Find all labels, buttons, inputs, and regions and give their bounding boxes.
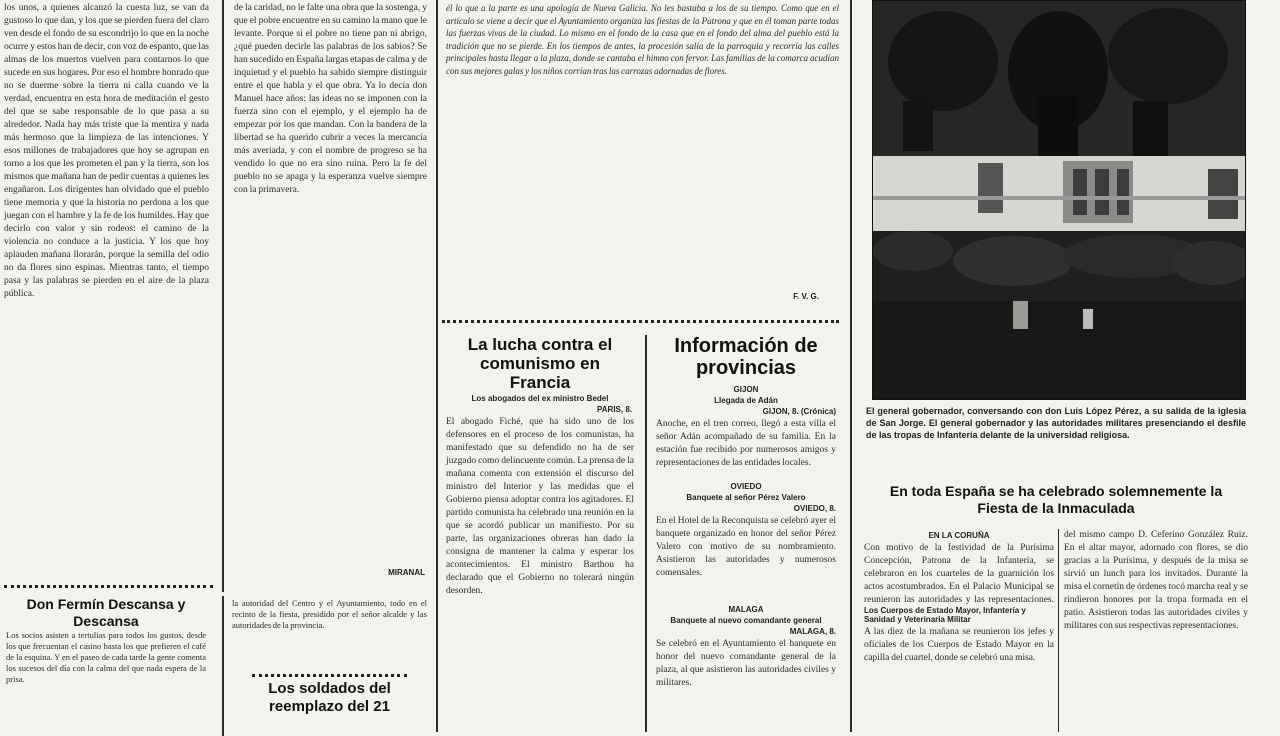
divider — [252, 674, 407, 677]
article-body: Con motivo de la festividad de la Purísima Concepción, Patrona de la Infantería, se celebraron en los cuarteles de la guarnición los actos acostumbrados. En el Palacio Municipal se reunieron las autoridades y las representaciones. — [864, 543, 1054, 604]
article-title: Los soldados del reemplazo del 21 — [268, 680, 391, 715]
dateline: OVIEDO, 8. — [793, 504, 836, 513]
section-subtitle: Banquete al señor Pérez Valero — [686, 493, 806, 502]
column-1 — [0, 0, 215, 732]
article-right-col — [1064, 529, 1248, 729]
article-body: los unos, a quienes alcanzó la cuesta luz, se van da gustoso lo que dan, y los que se pierden fuera del claro ven desde el fondo de su escondrijo lo que en la noche ocurre y estos han de decir, con voz de espanto, que las almas de los muertos vuelven para contarnos lo que sucede en sus hogares. Por eso el hombre honrado que no se duerme sobre la tierra ni calla cuando ve la verdad, encuentra en esta hora de meditación el gesto del que se sabe responsable de lo que pasa a su alrededor. Nada hay más triste que la mentira y nada más hermoso que la limpieza de las intenciones. Y esos millones de trabajadores que hoy se agrupan en torno a los que les prometen el pan y la tierra, son los mismos que mañana han de pedir cuentas a quienes les engañaron. Los dirigentes han olvidado que el pueblo tiene memoria y que la historia no perdona a los que juegan con el hambre y la fe de los humildes. Hay que decirlo con valor y sin rodeos: el camino de la violencia no conduce a la justicia. Y los que hoy aplauden mañana llorarán, porque la semilla del odio no da flores sino espinas. Mientras tanto, el tiempo pasa y las palabras se pierden en el aire de la plaza pública. — [4, 3, 209, 299]
place-heading: EN LA CORUÑA — [928, 531, 990, 540]
article-title: En toda España se ha celebrado solemnemente la Fiesta de la Inmaculada — [889, 483, 1223, 516]
section-body: Se celebró en el Ayuntamiento el banquete en honor del nuevo comandante general de la plaza, al que asistieron las autoridades civiles y militares. — [656, 639, 836, 688]
article-title: La lucha contra el comunismo en Francia — [467, 335, 613, 392]
dateline: GIJON, 8. (Crónica) — [762, 407, 836, 416]
signature: MIRANAL — [388, 568, 425, 577]
section-title: Información de provincias — [674, 335, 818, 379]
article-inmaculada — [860, 483, 1252, 732]
article-lucha-comunismo — [440, 335, 640, 732]
place-heading: MALAGA — [728, 605, 764, 614]
column-rule — [850, 0, 852, 732]
photo-caption: El general gobernador, conversando con don Luis López Pérez, a su salida de la iglesia de San Jorge. El general gobernador y las autoridades militares presenciando el desfile de las tropas de Infantería delante de la universidad religiosa. — [866, 406, 1246, 440]
article-subtitle: Los abogados del ex ministro Bedel — [471, 394, 609, 403]
divider — [442, 320, 839, 323]
article-body: de la caridad, no le falte una obra que la sostenga, y que el pobre encuentre en su camino la mano que le levante. Porque si el pobre no tiene pan ni abrigo, ¿qué pueden decirle las palabras de los sabios? Se han sucedido en España largas etapas de calma y de inquietud y el pueblo ha sabido siempre distinguir entre el que habla y el que obra. Ya lo decía don Manuel hace años: las ideas no se imponen con la fuerza sino con el ejemplo, y el ejemplo ha de empezar por los que mandan. Con la bandera de la libertad se ha querido cubrir a veces la mercancía más averiada, y con el nombre de progreso se ha vendido lo que no era sino ruina. Pero la fe del pueblo no se apaga y la esperanza vuelve siempre con la primavera. — [234, 3, 427, 195]
column-rule — [222, 0, 224, 592]
section-subtitle: Llegada de Adán — [714, 396, 778, 405]
dateline: MALAGA, 8. — [789, 627, 836, 636]
place-heading: GIJON — [733, 385, 759, 394]
column-rule — [222, 596, 224, 736]
section-body: Anoche, en el tren correo, llegó a esta villa el señor Adán acompañado de su familia. En la estación fue recibido por numerosos amigos y representaciones de las entidades locales. — [656, 419, 836, 468]
column-4 — [650, 335, 842, 732]
article-body: él lo que a la parte es una apología de Nueva Galicia. No les bastaba a los de su tiempo. Como que en el artículo se viene a decir que el Ayuntamiento organiza las fiestas de la Patrona y que en él toman parte todas las fuerzas vivas de la ciudad. Lo mismo en el fondo de la casa que en el fondo del alma del pueblo está la tradición que no se pierde. En los tiempos de antes, la procesión salía de la parroquia y recorría las calles principales hasta llegar a la plaza, donde se cantaba el himno con fervor. Las familias de la comarca acudían con sus mejores galas y los niños corrían tras las carrozas adornadas de flores. — [446, 3, 839, 76]
section-body: En el Hotel de la Reconquista se celebró ayer el banquete organizado en honor del señor Pérez Valero con motivo de su nombramiento. Asistieron las autoridades y numerosos comensales. — [656, 516, 836, 578]
article-body: A las diez de la mañana se reunieron los jefes y oficiales de los Cuerpos de Estado Mayor en la capilla del cuartel, donde se celebró una misa. — [864, 627, 1054, 663]
place-heading: OVIEDO — [730, 482, 762, 491]
article-soldados — [232, 598, 427, 715]
divider — [4, 585, 213, 588]
article-don-fermin — [6, 596, 206, 730]
column-rule — [436, 0, 438, 732]
news-photo — [872, 0, 1246, 400]
photo-image — [873, 1, 1245, 399]
dateline: PARIS, 8. — [597, 405, 632, 414]
signature: F. V. G. — [793, 292, 819, 301]
column-2 — [228, 0, 433, 732]
article-body: Los socios asisten a tertulias para todos los gustos, desde los que frecuentan el casino hasta los que prefieren el café de la esquina. Y en el paseo de cada tarde la gente comenta los sucesos del día con la calma del que nada espera de la prisa. — [6, 630, 206, 684]
article-body: la autoridad del Centro y el Ayuntamiento, todo en el recinto de la fiesta, presidido por el señor alcalde y las autoridades de la provincia. — [232, 598, 427, 630]
section-subtitle: Banquete al nuevo comandante general — [670, 616, 822, 625]
article-body: El abogado Fiché, que ha sido uno de los defensores en el proceso de los comunistas, ha manifestado que su defendido no ha de ser juzgado como delincuente común. La prensa de la mañana comenta con extensión el discurso del ministro del Interior y las medidas que el Gobierno piensa adoptar contra los agitadores. El partido comunista ha celebrado una reunión en la que se acordó publicar un manifiesto. Por su parte, las organizaciones obreras han dado la consigna de mantener la calma y esperar los acontecimientos. El ministro Barthou ha declarado que el Gobierno no tolerará ningún desorden. — [446, 417, 634, 596]
article-title: Don Fermín Descansa y Descansa — [26, 596, 186, 629]
column-rule — [645, 335, 647, 732]
article-body: del mismo campo D. Ceferino González Ruiz. En el altar mayor, adornado con flores, se dio gracias a la Purísima, y después de la misa se sirvió un lunch para los invitados. Durante la misa el cornetín de órdenes tocó marcha real y se rindieron honores por la tropa formada en el patio. Asistieron todas las autoridades civiles y militares con sus respectivas representaciones. — [1064, 530, 1248, 631]
article-left-col — [864, 529, 1054, 726]
section-subtitle: Los Cuerpos de Estado Mayor, Infantería y Sanidad y Veterinaria Militar — [864, 606, 1026, 624]
column-rule — [1058, 529, 1059, 732]
